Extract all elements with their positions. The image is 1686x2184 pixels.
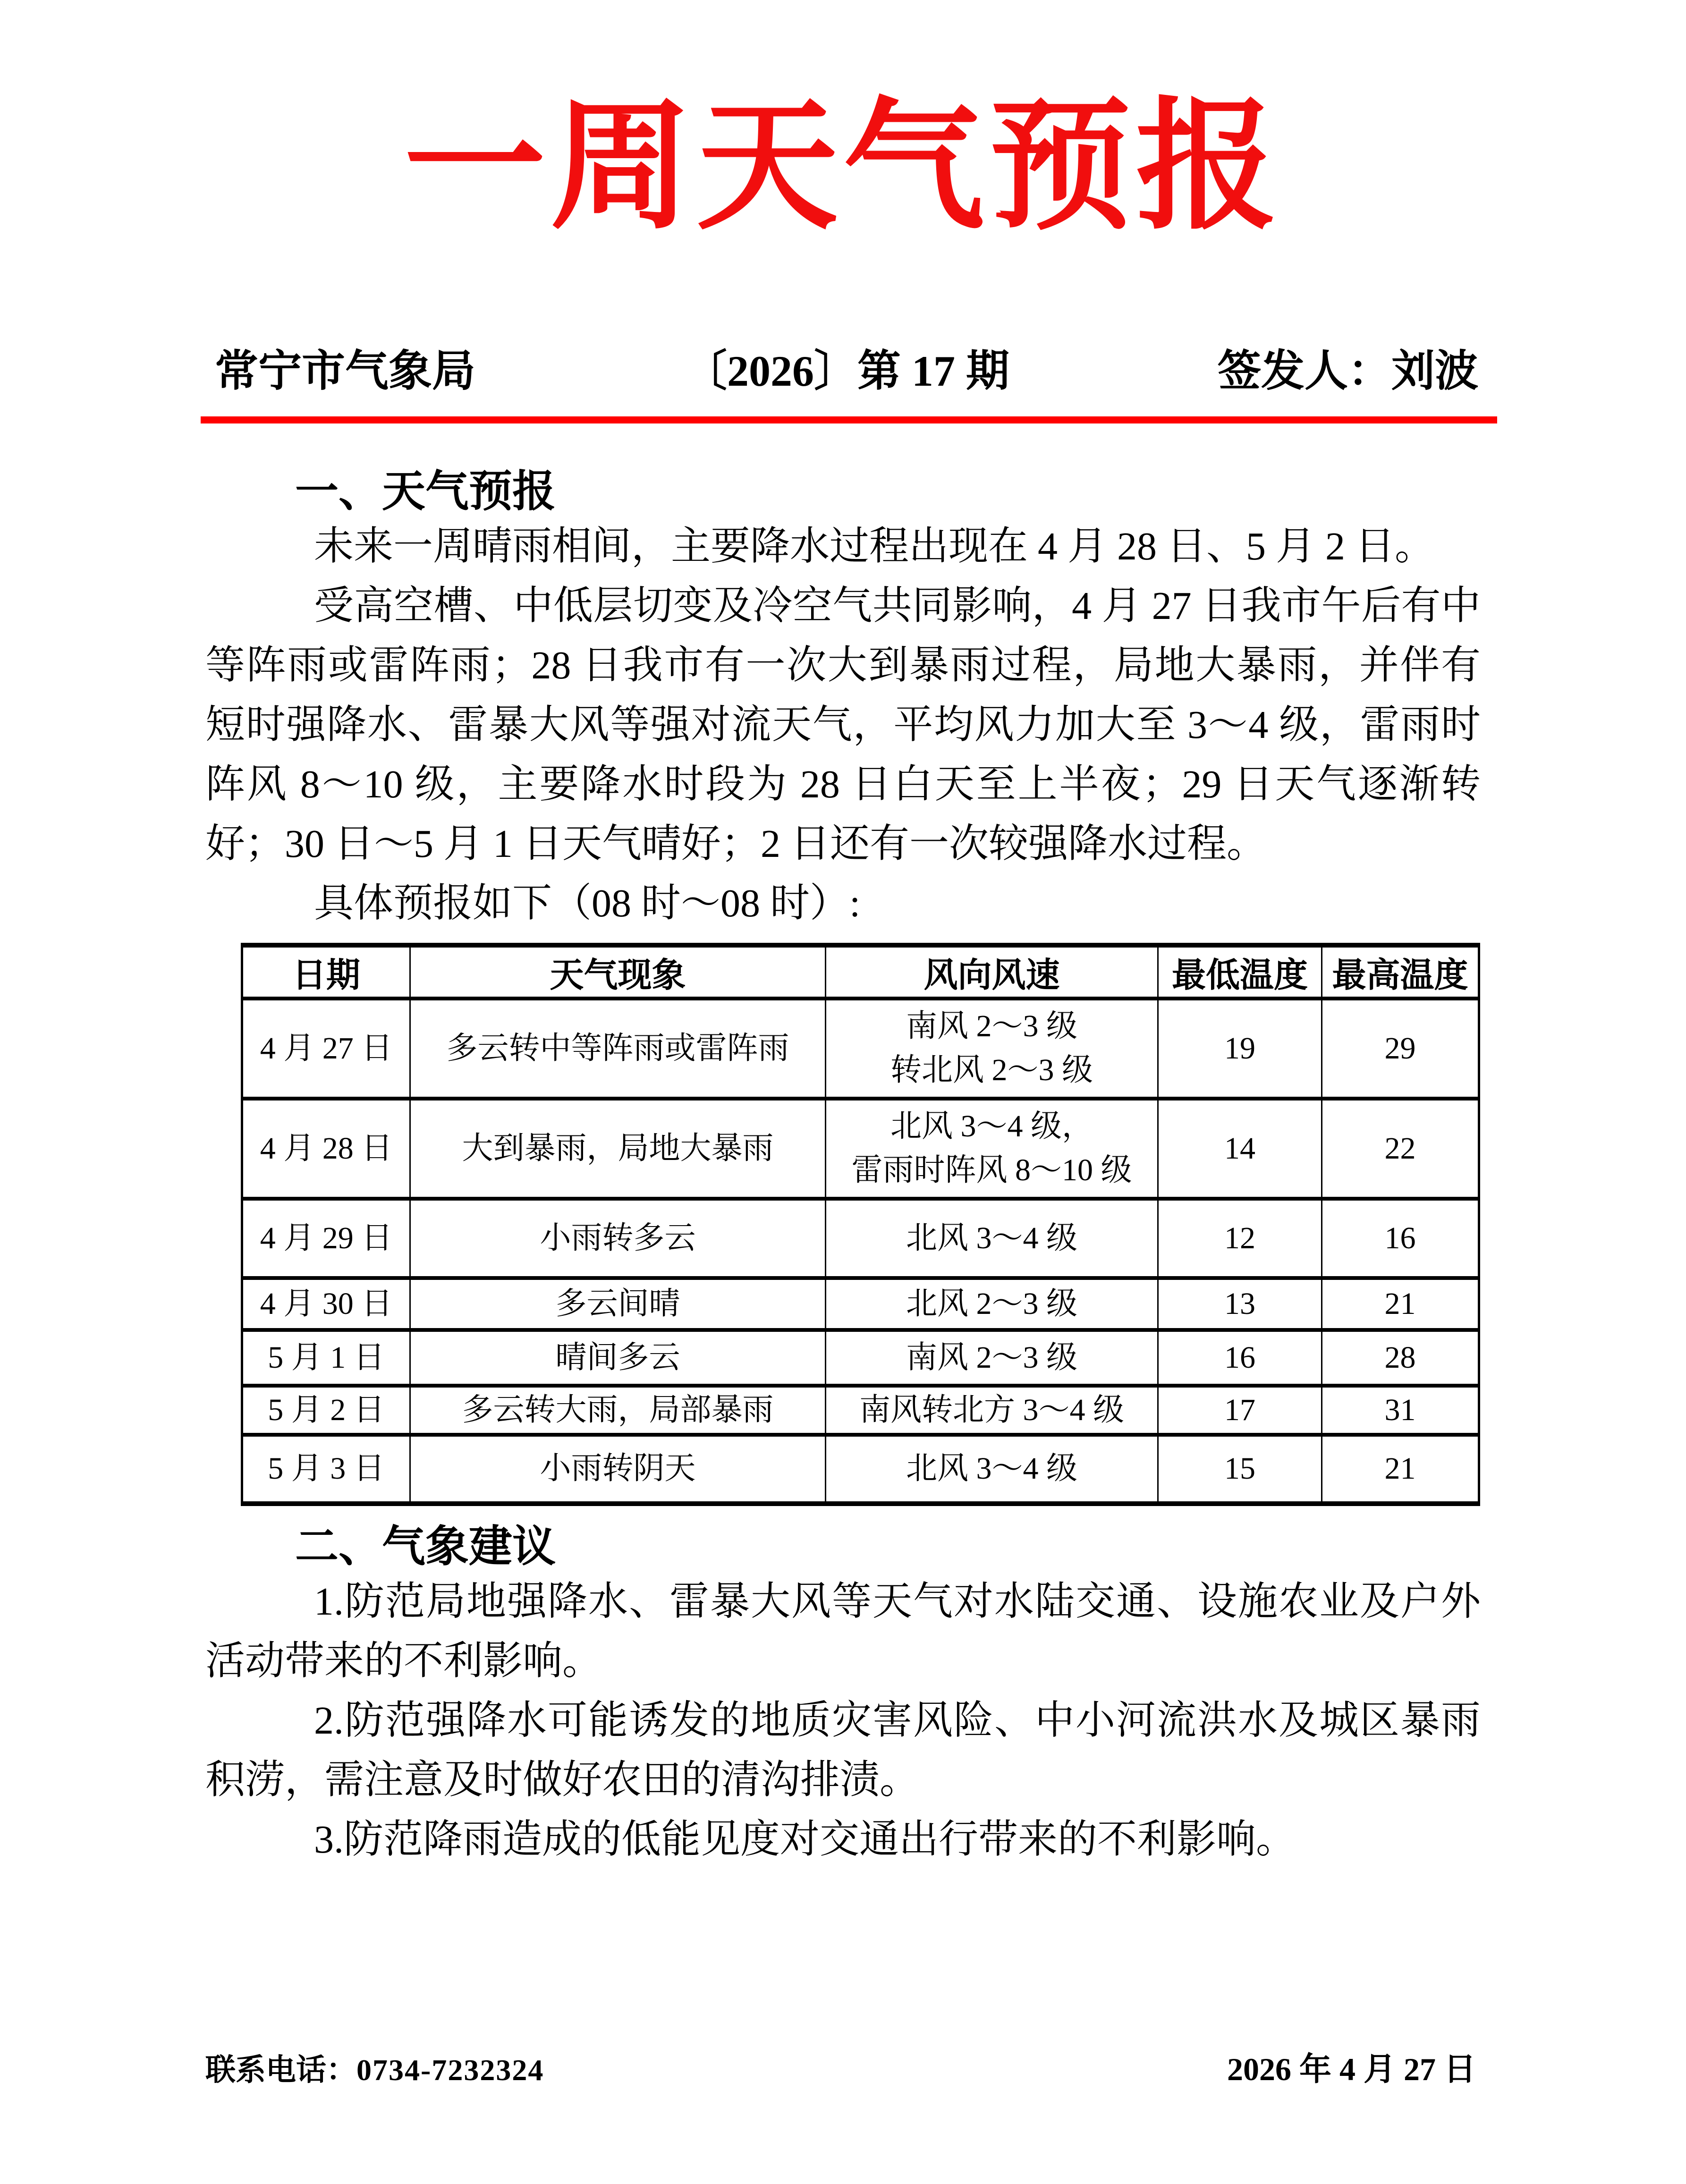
high-temp-cell: 22 <box>1322 1099 1479 1199</box>
low-temp-cell: 19 <box>1158 999 1322 1099</box>
contact-phone <box>205 2046 544 2089</box>
paragraph: 未来一周晴雨相间，主要降水过程出现在 4 月 28 日、5 月 2 日。 <box>314 524 1435 568</box>
issue-date: 2026 年 4 月 27 日 <box>1227 2051 1476 2087</box>
wind-line: 北风 2～3 级 <box>906 1286 1077 1321</box>
doc-info-row <box>215 349 1478 393</box>
advice-item: 1.防范局地强降水、雷暴大风等天气对水陆交通、设施农业及户外活动带来的不利影响。 <box>205 1579 1481 1683</box>
table-row <box>242 1330 1479 1386</box>
weather-cell: 多云转中等阵雨或雷阵雨 <box>410 999 826 1099</box>
section2-items <box>205 1572 1481 1870</box>
wind-line: 南风 2～3 级 <box>906 1009 1077 1044</box>
date-cell: 4 月 27 日 <box>242 999 410 1099</box>
wind-cell <box>826 1278 1158 1330</box>
wind-line: 转北风 2～3 级 <box>890 1052 1093 1087</box>
weather-cell: 晴间多云 <box>410 1330 826 1386</box>
wind-cell <box>826 1386 1158 1435</box>
section1-paragraphs <box>205 517 1481 933</box>
advice-item: 3.防范降雨造成的低能见度对交通出行带来的不利影响。 <box>314 1817 1296 1862</box>
wind-cell <box>826 999 1158 1099</box>
column-header: 风向风速 <box>826 945 1158 999</box>
column-header: 日期 <box>242 945 410 999</box>
wind-line: 南风 2～3 级 <box>906 1340 1077 1375</box>
low-temp-cell: 13 <box>1158 1278 1322 1330</box>
wind-cell <box>826 1199 1158 1278</box>
red-divider-rule <box>201 416 1497 423</box>
wind-line: 南风转北方 3～4 级 <box>859 1392 1124 1427</box>
date-cell: 5 月 2 日 <box>242 1386 410 1435</box>
issuing-agency: 常宁市气象局 <box>215 347 476 395</box>
document-body <box>205 467 1481 1870</box>
table-row <box>242 1435 1479 1504</box>
date-cell: 5 月 3 日 <box>242 1435 410 1504</box>
wind-line: 北风 3～4 级， <box>890 1109 1093 1144</box>
low-temp-cell: 12 <box>1158 1199 1322 1278</box>
column-header: 最高温度 <box>1322 945 1479 999</box>
wind-cell <box>826 1099 1158 1199</box>
phone-number: 0734-7232324 <box>356 2053 544 2087</box>
section1-heading: 一、天气预报 <box>295 467 556 516</box>
wind-cell <box>826 1435 1158 1504</box>
document-title: 一周天气预报 <box>404 89 1282 246</box>
table-row <box>242 1099 1479 1199</box>
low-temp-cell: 16 <box>1158 1330 1322 1386</box>
phone-label: 联系电话： <box>205 2053 356 2087</box>
signer: 签发人：刘波 <box>1217 347 1478 395</box>
table-row <box>242 1199 1479 1278</box>
issue-number: 〔2026〕第 17 期 <box>684 347 1009 395</box>
section2-heading: 二、气象建议 <box>295 1522 556 1571</box>
weather-cell: 多云间晴 <box>410 1278 826 1330</box>
forecast-table-body <box>242 999 1479 1504</box>
wind-line: 北风 3～4 级 <box>906 1220 1077 1255</box>
high-temp-cell: 16 <box>1322 1199 1479 1278</box>
high-temp-cell: 31 <box>1322 1386 1479 1435</box>
wind-cell <box>826 1330 1158 1386</box>
date-cell: 4 月 29 日 <box>242 1199 410 1278</box>
low-temp-cell: 15 <box>1158 1435 1322 1504</box>
paragraph: 具体预报如下（08 时～08 时）: <box>314 881 861 925</box>
weather-cell: 大到暴雨，局地大暴雨 <box>410 1099 826 1199</box>
date-cell: 4 月 30 日 <box>242 1278 410 1330</box>
low-temp-cell: 14 <box>1158 1099 1322 1199</box>
wind-line: 雷雨时阵风 8～10 级 <box>851 1152 1132 1187</box>
table-row <box>242 1386 1479 1435</box>
paragraph: 受高空槽、中低层切变及冷空气共同影响，4 月 27 日我市午后有中等阵雨或雷阵雨；28 日我市有一次大到暴雨过程，局地大暴雨，并伴有短时强降水、雷暴大风等强对流天气，平均风力加大至 3～4 级，雷雨时阵风 8～10 级，主要降水时段为 28 日白天至上半夜；29 日天气逐渐转好；30 日～5 月 1 日天气晴好；2 日还有一次较强降水过程。 <box>205 584 1481 866</box>
forecast-table <box>241 943 1480 1506</box>
low-temp-cell: 17 <box>1158 1386 1322 1435</box>
high-temp-cell: 29 <box>1322 999 1479 1099</box>
date-cell: 4 月 28 日 <box>242 1099 410 1199</box>
column-header: 天气现象 <box>410 945 826 999</box>
table-header-row <box>242 945 1479 999</box>
high-temp-cell: 21 <box>1322 1435 1479 1504</box>
page-footer <box>205 2044 1476 2090</box>
high-temp-cell: 21 <box>1322 1278 1479 1330</box>
date-cell: 5 月 1 日 <box>242 1330 410 1386</box>
wind-line: 北风 3～4 级 <box>906 1451 1077 1486</box>
table-row <box>242 999 1479 1099</box>
weather-cell: 小雨转阴天 <box>410 1435 826 1504</box>
advice-item: 2.防范强降水可能诱发的地质灾害风险、中小河流洪水及城区暴雨积涝，需注意及时做好农田的清沟排渍。 <box>205 1698 1481 1802</box>
table-row <box>242 1278 1479 1330</box>
high-temp-cell: 28 <box>1322 1330 1479 1386</box>
weather-cell: 多云转大雨，局部暴雨 <box>410 1386 826 1435</box>
column-header: 最低温度 <box>1158 945 1322 999</box>
weather-cell: 小雨转多云 <box>410 1199 826 1278</box>
